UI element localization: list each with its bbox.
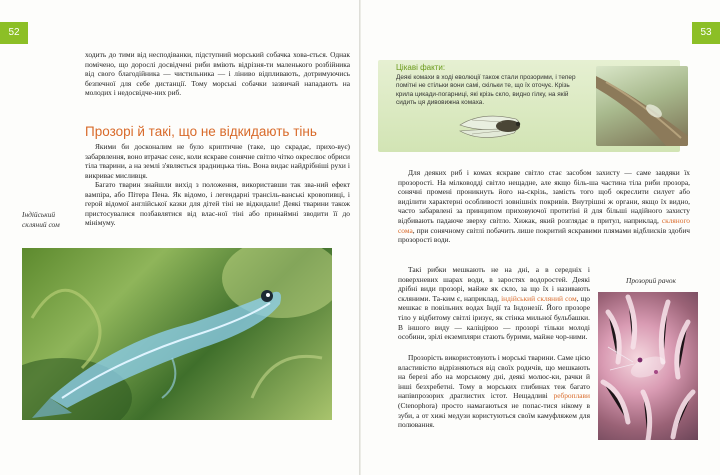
- right-paragraph-3: Прозорість використовують і морські тварини. Саме цією властивістю відрізняються від своїх родичів, що мешкають на березі або на морському дні, деякі молюс-ки, рачки й інші безхребетні. Тому в морських глибинах теж багато напівпрозорих драглистих істот. Нещадливі реброплави (Ctenophora) просто намагаються не попас-тися нікому в зуби, а от хижі медузи користуються своїм камуфляжем для полювання.: [398, 353, 590, 430]
- transparent-shrimp-photo: [598, 292, 698, 440]
- tree-branch-image: [596, 66, 688, 146]
- cicada-illustration: [452, 107, 526, 147]
- left-paragraph-1: Якими би досконалим не було криптичне (таке, що скрадає, прихо-вує) забарвлення, воно втрачає сенс, коли яскраве сонячне світло чітко окреслює обриси тіла тварини, а на землі з'являється зрадницька тінь. Вона видає найдрібніші рухи і викриває мисливця.: [85, 142, 350, 180]
- right-paragraph-2: Такі рибки мешкають не на дні, а в середніх і поверхневих шарах води, в заростях водоростей. Деякі дрібні види прозорі, майже як скло, за що їх і називають скляними. Та-ким є, наприклад, індійський скляний сом, що мешкає в повільних водах Індії та Індонезії. Його прозоре тіло у відбитому світлі іризує, як стінка мильної бульбашки. В іншого виду — каліцірюо — прозорі тільки молоді особини, зрілі екземпляри стають бурими, майже чор-ними.: [398, 265, 590, 342]
- cicada-on-branch-photo: [596, 66, 688, 146]
- glass-catfish-image: [22, 248, 332, 420]
- glass-catfish-link[interactable]: скляного сома: [398, 215, 690, 235]
- glass-catfish-photo: [22, 248, 332, 420]
- right-paragraph-1: Для деяких риб і комах яскраве світло стає засобом захисту — саме завдяки їх прозорості. На мілководді світло нещадне, але якщо біль-ша частина тіла риби прозора, сонячні промені проникнуть його на-скрізь, замість того щоб окреслити силует або виділити характерні особливості зовнішніх покривів. Внутрішні ж органи, якщо їх видно, часто забарвлені за принципом приховуючої протитіні й для більші надійного захисту відбивають падаюче зверху світло. Хижак, який розглядає в притул, наприклад, скляного сома, при сонячному світлі побачить лише покритий яскравими плямами відблисків здобич прозорості води.: [398, 168, 690, 245]
- ctenophora-link[interactable]: реброплави: [553, 391, 590, 401]
- shrimp-photo-caption: Прозорий рачок: [626, 276, 677, 285]
- right-page-number: 53: [692, 22, 720, 44]
- facts-box-title: Цікаві факти:: [396, 63, 446, 72]
- intro-paragraph: ходить до тими від несподіванки, підступний морський собачка хова-ється. Однак помічено, що дорослі досвідчені риби вміють відрізня-ти маленького розбійника від свого благодійника — чистильника — і лінивo відпливають, дотримуючись безпечної для себе дистанції. Тому морські собачки зазвичай нападають на молодих і недосвідче-них риб.: [85, 50, 350, 98]
- facts-box-text: Деякі комахи в ході еволюції також стали прозорими, і тепер помітні не стільки вони самі, скільки те, що їх оточує. Крізь крила цикади-погарниці, які крізь скло, видно гілку, на якій сидить ця дивовижна комаха.: [396, 74, 576, 106]
- left-page-number: 52: [0, 22, 28, 44]
- cicada-icon: [452, 107, 526, 147]
- indian-glass-catfish-link[interactable]: індійський скляний сом: [501, 293, 577, 303]
- fish-photo-caption: Індійський скляний сом: [22, 210, 60, 229]
- shrimp-image: [598, 292, 698, 440]
- left-paragraph-2: Багато тварин знайшли вихід з положення, використавши так зва-ний ефект вампіра, або Пітера Пена. Як відомо, і легендарні трансіль-ванські кровопивці, і герой відомої англійської казки для дітей тіні не відкидали! Деякі тварини також пристосувалися позбавлятися від влас-ної тіні або принаймні зводити її до мінімуму.: [85, 180, 350, 228]
- section-heading: Прозорі й такі, що не відкидають тінь: [85, 124, 317, 139]
